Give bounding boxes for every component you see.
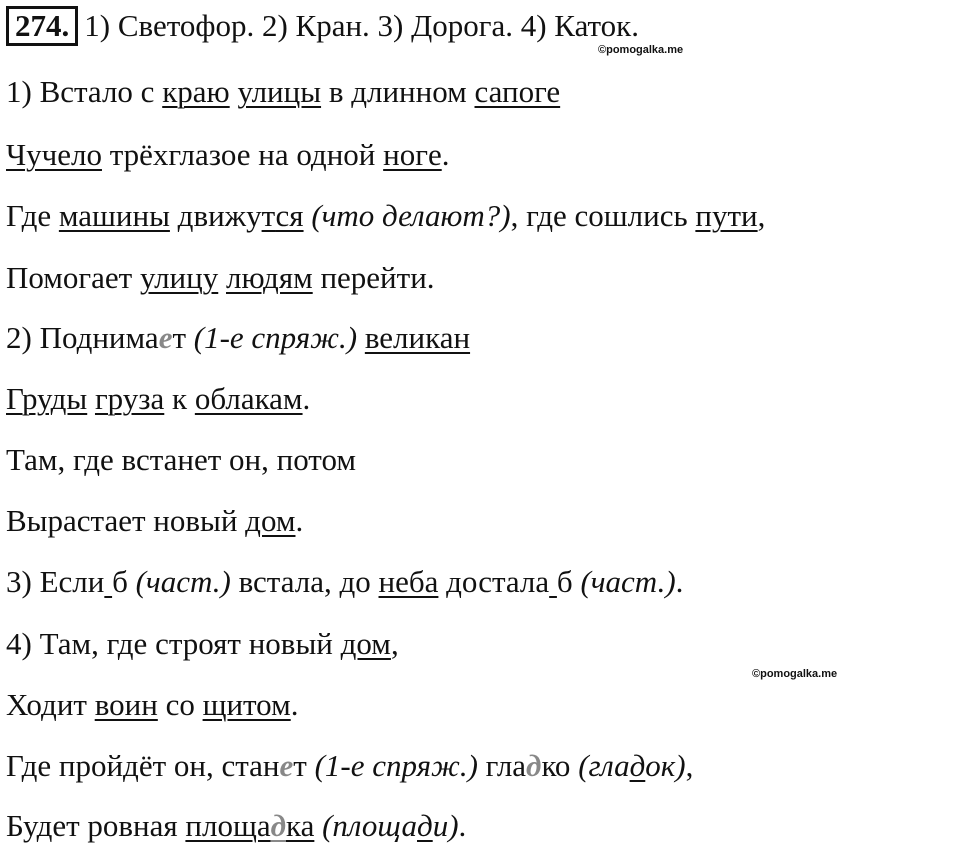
verse-line-8: Вырастает новый дом. xyxy=(6,503,304,538)
watermark-bottom: ©pomogalka.me xyxy=(752,668,838,680)
verse-line-11: Ходит воин со щитом. xyxy=(6,687,299,722)
verse-line-6: Груды груза к облакам. xyxy=(6,381,311,416)
task-header xyxy=(6,6,639,46)
verse-line-10: 4) Там, где строят новый дом, xyxy=(6,626,399,661)
watermark-top: ©pomogalka.me xyxy=(598,44,684,56)
verse-line-3: Где машины движутся (что делают?), где сошлись пути, xyxy=(6,198,766,233)
verse-line-5: 2) Поднимает (1-е спряж.) великан xyxy=(6,320,471,355)
verse-line-12: Где пройдёт он, станет (1-е спряж.) гладко (гладок), xyxy=(6,748,694,783)
task-number: 274. xyxy=(6,6,78,46)
answers-line: 1) Светофор. 2) Кран. 3) Дорога. 4) Каток. xyxy=(84,8,639,43)
verse-line-13: Будет ровная площадка (площади). xyxy=(6,808,467,843)
verse-line-2: Чучело трёхглазое на одной ногe. xyxy=(6,137,450,172)
verse-line-9: 3) Если б (част.) встала, до неба достала б (част.). xyxy=(6,564,684,599)
verse-line-7: Там, где встанет он, потом xyxy=(6,442,356,477)
verse-line-1: 1) Встало с краю улицы в длинном сапоге xyxy=(6,74,561,109)
verse-line-4: Помогает улицу людям перейти. xyxy=(6,260,435,295)
